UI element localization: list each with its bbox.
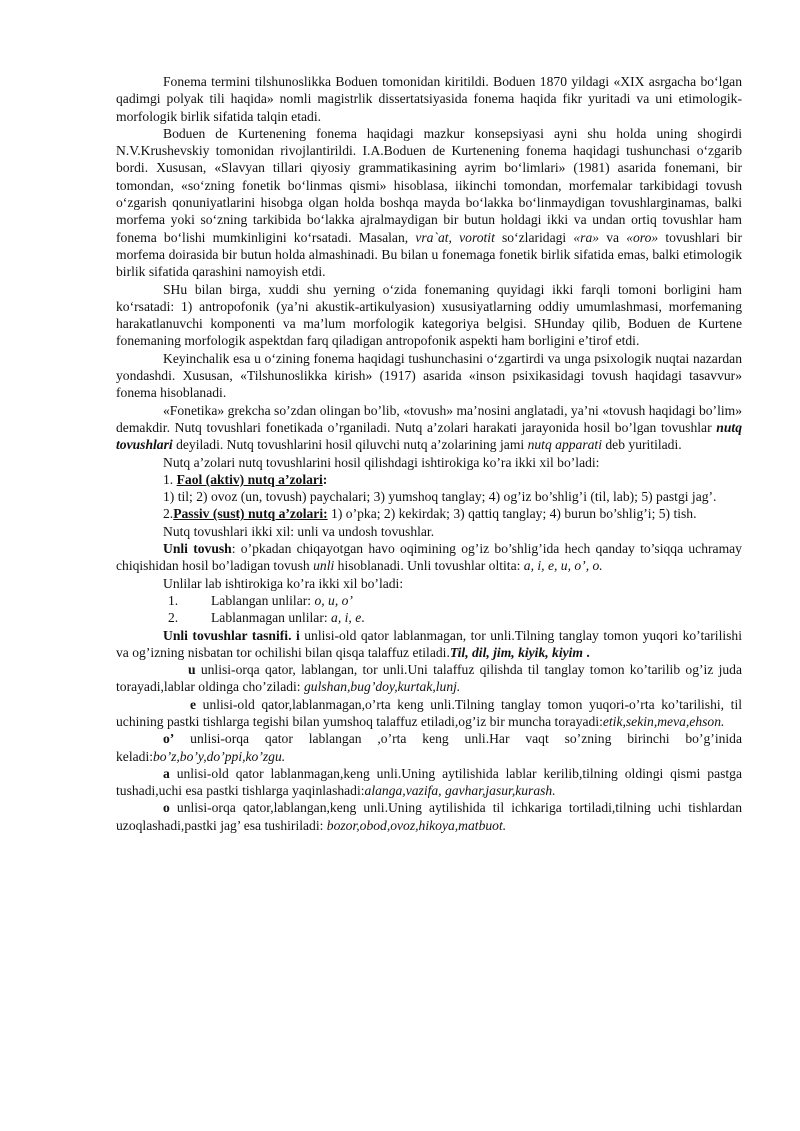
list-values: o, u, o’ [314, 592, 353, 608]
paragraph-text: 1) til; 2) ovoz (un, tovush) paychalari; 3) yumshoq tanglay; 4) og’iz bo’shlig’i (til, lab); 5) pastgi jag’. [163, 489, 717, 505]
term-heading: Unli tovushlar tasnifi. [163, 627, 292, 643]
paragraph-text: hisoblanadi. Unli tovushlar oltita: [334, 558, 524, 574]
paragraph-11 [116, 540, 742, 575]
paragraph-14 [116, 661, 742, 696]
paragraph-18 [116, 799, 742, 834]
paragraph-text: Nutq a’zolari nutq tovushlarini hosil qilishdagi ishtirokiga ko’ra ikki xil bo’ladi: [163, 454, 600, 470]
vowel-letter: i [291, 627, 300, 643]
heading-colon: : [322, 471, 328, 487]
paragraph-end: . [583, 644, 590, 660]
paragraph-12 [116, 575, 742, 592]
paragraph-text: «Fonetika» grekcha so’zdan olingan bo’lib, «tovush» ma’nosini anglatadi, ya’ni «tovush haqidagi bo’lim» demakdir. Nutq tovushlari fonetikada o’rganiladi. Nutq a’zolari harakati jarayonida hosil bo’lgan tovushlar [116, 402, 742, 435]
example-words: Til, dil, jim, kiyik, kiyim [449, 644, 583, 660]
example-morph: «ra» [573, 229, 600, 245]
example-words: alanga,vazifa, gavhar,jasur,kurash. [364, 783, 556, 799]
paragraph-text: SHu bilan birga, xuddi shu yerning o‘zida fonemaning quyidagi ikki farqli tomoni borligini ham ko‘rsatadi: 1) antropofonik (ya’ni akustik-artikulyasion) xususiyatlarning oddiy umumlashmasi, morfemaning harakatlanuvchi komponenti va ma’lum morfologik kategoriya belgisi. SHunday qilib, Boduen de Kurtene fonemaning morfologik aspektdan farq qiladigan antropofonik aspekti ham borligini e’tirof etdi. [116, 281, 742, 349]
paragraph-text: deyiladi. Nutq tovushlarini hosil qiluvchi nutq a’zolarining jami [172, 437, 528, 453]
example-words: etik,sekin,meva,ehson. [602, 713, 725, 729]
list-number: 1. [168, 592, 179, 608]
paragraph-4 [116, 350, 742, 402]
paragraph-17 [116, 765, 742, 800]
section-heading-passive [116, 505, 742, 522]
list-values: a, i, e [331, 610, 362, 626]
list-label: Lablanmagan unlilar: [211, 610, 332, 626]
paragraph-8 [116, 488, 742, 505]
paragraph-text: tovushlari bir morfema doirasida bir butun holda almashinadi. Bu bilan u fonemaga fonetik birlik sifatida emas, balki etimologik birlik sifatida qarashini namoyish etdi. [116, 229, 742, 280]
vowel-letter: o [163, 800, 170, 816]
paragraph-13 [116, 627, 742, 662]
paragraph-3 [116, 281, 742, 350]
paragraph-text: Unlilar lab ishtirokiga ko’ra ikki xil bo’ladi: [163, 575, 404, 591]
paragraph-text: Boduen de Kurtenening fonema haqidagi mazkur konsepsiyasi ayni shu holda uning shogirdi N.V.Krushevskiy tomonidan rivojlantirildi. I.A.Boduen de Kurtenening fonema haqidagi tushunchasi o‘zgarib bordi. Xususan, «Slavyan tillari qiyosiy grammatikasining ayrim bo‘limlari» (1981) asarida fonemani, bir tomondan, «so‘zning fonetik bo‘linmas qismi» hisoblasa, iikinchi tomondan, morfemalar tarkibidagi tovush o‘zgarish qonuniyatlarini hisobga olgan holda boshqa mayda bo‘lakka bo‘linmaydigan tovushlarginamas, balki morfema yoki so‘zning tarkibida bo‘lakka ajralmaydigan bir butun holdagi ikki va undan ortiq tovushlar ham fonema bo‘lishi mumkinligini ko‘rsatadi. Masalan, [116, 125, 742, 245]
example-morph: «oro» [626, 229, 659, 245]
term-heading: Unli tovush [163, 541, 232, 557]
paragraph-6 [116, 454, 742, 471]
document-page [116, 73, 742, 834]
term: nutq tovushlari [116, 419, 742, 453]
list-number: 2. [168, 610, 179, 626]
list-item [168, 609, 742, 626]
example-words: gulshan,bug’doy,kurtak,lunj. [303, 679, 461, 695]
list-number: 1. [163, 471, 177, 487]
paragraph-text: Fonema termini tilshunoslikka Boduen tomonidan kiritildi. Boduen 1870 yildagi «XIX asrgacha bo‘lgan qadimgi polyak tili haqida» nomli magistrlik dissertatsiyasida fonema haqida fikr yuritadi va uni etimologik-morfologik birlik sifatida talqin etadi. [116, 74, 742, 124]
vowel-letter: u [188, 662, 196, 678]
paragraph-text: unlisi-orqa qator lablangan ,o’rta keng unli.Har vaqt so’zning birinchi bo’g’inida keladi: [116, 731, 742, 764]
vowel-letter: a [163, 765, 170, 781]
paragraph-16 [116, 730, 742, 765]
example-words: bo’z,bo’y,do’ppi,ko’zgu. [153, 748, 286, 764]
term: nutq apparati [527, 437, 602, 453]
paragraph-1 [116, 73, 742, 125]
paragraph-text: 1) o’pka; 2) kekirdak; 3) qattiq tanglay; 4) burun bo’shlig’i; 5) tish. [327, 506, 697, 522]
paragraph-5 [116, 402, 742, 454]
paragraph-text: deb yuritiladi. [601, 437, 682, 453]
list-item [168, 592, 742, 609]
heading-text: Faol (aktiv) nutq a’zolari [176, 471, 323, 487]
section-heading-active [116, 471, 742, 488]
paragraph-text: unlisi-orqa qator, lablangan, tor unli.Uni talaffuz qilishda til tanglay tomon ko’tarilib og’iz juda torayadi,lablar oldinga cho’ziladi: [116, 662, 742, 695]
list-end: . [361, 610, 365, 626]
heading-text: Passiv (sust) nutq a’zolari: [173, 506, 328, 522]
paragraph-text: unlisi-orqa qator,lablangan,keng unli.Uning aytilishida til ichkariga tortiladi,tilning uchi tishlardan uzoqlashadi,pastki jag’ esa tushiriladi: [116, 800, 742, 833]
term: unli [313, 558, 335, 574]
example-words: vra`at, vorotit [415, 229, 495, 245]
paragraph-text: Keyinchalik esa u o‘zining fonema haqidagi tushunchasini o‘zgartirdi va unga psixologik nuqtai nazardan yondashdi. Xususan, «Tilshunoslikka kirish» (1917) asarida «inson psixikasidagi tovush haqidagi tasavvur» fonema hisoblanadi. [116, 350, 742, 401]
paragraph-text: unlisi-old qator,lablanmagan,o’rta keng unli.Tilning tanglay tomon yuqori-o’rta ko’tarilishi, til uchining pastki tishlarga tegishi bilan yumshoq talaffuz etiladi,og’iz bir muncha torayadi: [116, 696, 742, 729]
paragraph-text: Nutq tovushlari ikki xil: unli va undosh tovushlar. [163, 523, 435, 539]
paragraph-text: : o’pkadan chiqayotgan havo oqimining og’iz bo’shlig’ida hech qanday to’siqqa uchramay chiqishidan hosil bo’ladigan tovush [116, 541, 742, 574]
paragraph-text: so‘zlaridagi [494, 229, 574, 245]
paragraph-text: unlisi-old qator lablanmagan, tor unli.Tilning tanglay tomon yuqori ko’tarilishi va og’izning nisbatan tor ochilishi bilan qisqa talaffuz etiladi. [116, 627, 742, 660]
list-number: 2. [163, 506, 174, 522]
vowel-letter: e [190, 696, 197, 712]
example-words: bozor,obod,ovoz,hikoya,matbuot. [326, 817, 507, 833]
vowel-list: a, i, e, u, o’, o. [523, 558, 603, 574]
paragraph-15 [116, 696, 742, 731]
paragraph-10 [116, 523, 742, 540]
paragraph-2 [116, 125, 742, 281]
list-label: Lablangan unlilar: [211, 592, 315, 608]
vowel-letter: o’ [163, 731, 175, 747]
paragraph-text: unlisi-old qator lablanmagan,keng unli.Uning aytilishida lablar kerilib,tilning oldingi qismi pastga tushadi,uchi esa pastki tishlarga yaqinlashadi: [116, 765, 742, 799]
paragraph-text: va [599, 229, 627, 245]
